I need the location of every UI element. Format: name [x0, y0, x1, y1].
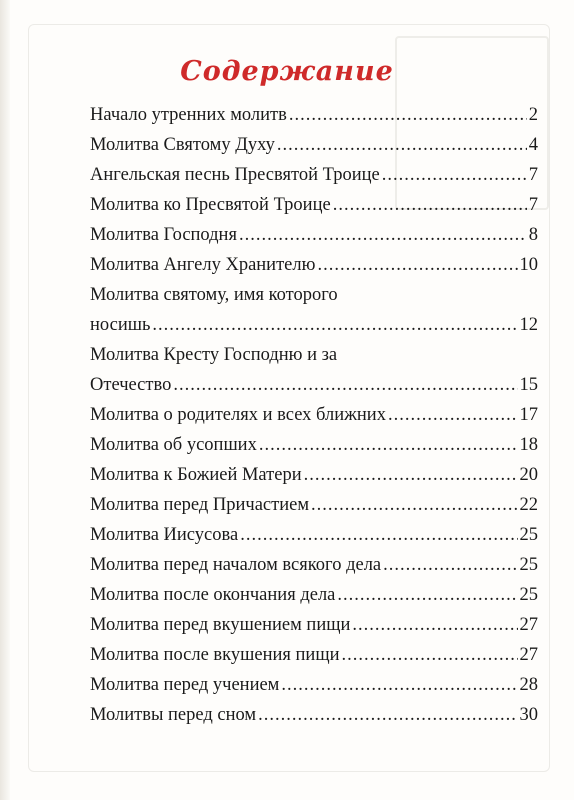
toc-entry	[90, 640, 538, 670]
toc-entry	[90, 430, 538, 460]
toc-dot-leader	[341, 640, 517, 670]
toc-entry-line	[90, 580, 538, 610]
toc-entry	[90, 100, 538, 130]
toc-entry-line	[90, 640, 538, 670]
toc-dot-leader	[239, 220, 527, 250]
toc-entry	[90, 550, 538, 580]
toc-entry	[90, 220, 538, 250]
toc-entry-title: Молитва перед вкушением пищи	[90, 615, 351, 635]
toc-entry	[90, 580, 538, 610]
page-binding-shadow	[0, 0, 10, 800]
toc-entry-title: Начало утренних молитв	[90, 105, 287, 125]
toc-page-number: 4	[528, 135, 538, 155]
toc-dot-leader	[337, 580, 517, 610]
toc-entry-title: Молитва перед Причастием	[90, 495, 310, 515]
toc-entry-line	[90, 460, 538, 490]
toc-dot-leader	[281, 670, 517, 700]
toc-entry-line	[90, 670, 538, 700]
toc-entry-line	[90, 610, 538, 640]
toc-dot-leader	[258, 700, 517, 730]
toc-page-number: 10	[519, 255, 538, 275]
toc-entry-title: Молитва ко Пресвятой Троице	[90, 195, 331, 215]
toc-entry	[90, 400, 538, 430]
page-title: Содержание	[180, 56, 394, 87]
toc-entry	[90, 190, 538, 220]
toc-entry-title: Молитва Иисусова	[90, 525, 239, 545]
toc-page-number: 15	[519, 375, 538, 395]
toc-dot-leader	[277, 130, 527, 160]
toc-entry	[90, 460, 538, 490]
toc-dot-leader	[152, 310, 517, 340]
toc-entry-title: Молитва Ангелу Хранителю	[90, 255, 316, 275]
toc-entry	[90, 490, 538, 520]
toc-page-number: 25	[519, 525, 538, 545]
toc-dot-leader	[317, 250, 517, 280]
toc-entry-title: Молитва к Божией Матери	[90, 465, 302, 485]
toc-entry	[90, 700, 538, 730]
toc-entry	[90, 610, 538, 640]
toc-entry	[90, 160, 538, 190]
toc-dot-leader	[382, 160, 527, 190]
toc-entry-title: Молитва перед началом всякого дела	[90, 555, 382, 575]
toc-dot-leader	[289, 100, 527, 130]
toc-entry	[90, 250, 538, 280]
toc-page-number: 2	[528, 105, 538, 125]
toc-page-number: 30	[519, 705, 538, 725]
toc-entry-title: Молитва перед учением	[90, 675, 280, 695]
toc-entry-line	[90, 340, 538, 370]
toc-page-number: 18	[519, 435, 538, 455]
toc-entry-title: Отечество	[90, 375, 172, 395]
toc-entry-line	[90, 520, 538, 550]
toc-page-number: 7	[528, 195, 538, 215]
toc-entry-line	[90, 400, 538, 430]
toc-dot-leader	[383, 550, 517, 580]
toc-dot-leader	[304, 460, 518, 490]
toc-dot-leader	[259, 430, 518, 460]
toc-entry-line	[90, 700, 538, 730]
toc-page-number: 17	[519, 405, 538, 425]
toc-page-number: 8	[528, 225, 538, 245]
toc-entry-title: Ангельская песнь Пресвятой Троице	[90, 165, 380, 185]
toc-page-number: 25	[519, 585, 538, 605]
toc-entry-line	[90, 310, 538, 340]
toc-entry-title: Молитва Господня	[90, 225, 237, 245]
toc-entry-line	[90, 190, 538, 220]
toc-entry-line	[90, 160, 538, 190]
toc-entry-line	[90, 280, 538, 310]
toc-entry-line	[90, 130, 538, 160]
toc-entry	[90, 340, 538, 400]
toc-entry-line	[90, 220, 538, 250]
toc-entry-title: Молитва после вкушения пищи	[90, 645, 340, 665]
toc-entry-title: Молитвы перед сном	[90, 705, 257, 725]
toc-entry-title: Молитва после окончания дела	[90, 585, 336, 605]
toc-entry-line	[90, 100, 538, 130]
toc-page-number: 12	[519, 315, 538, 335]
toc-page-number: 27	[519, 645, 538, 665]
toc-entry-title: Молитва о родителях и всех ближних	[90, 405, 386, 425]
toc-entry-line	[90, 490, 538, 520]
toc-entry-line	[90, 370, 538, 400]
toc-entry-line	[90, 430, 538, 460]
toc-page-number: 20	[519, 465, 538, 485]
toc-entry-title: Молитва Кресту Господню и за	[90, 345, 338, 365]
toc-dot-leader	[352, 610, 517, 640]
toc-entry-line	[90, 550, 538, 580]
toc-page-number: 28	[519, 675, 538, 695]
toc-dot-leader	[311, 490, 517, 520]
toc-dot-leader	[333, 190, 527, 220]
toc-entry	[90, 280, 538, 340]
toc-entry	[90, 670, 538, 700]
toc-entry-title: Молитва святому, имя которого	[90, 285, 338, 305]
toc-entry-title: Молитва об усопших	[90, 435, 257, 455]
toc-entry	[90, 520, 538, 550]
toc-page-number: 22	[519, 495, 538, 515]
toc-page-number: 27	[519, 615, 538, 635]
toc-entry-title: носишь	[90, 315, 151, 335]
toc-page-number: 25	[519, 555, 538, 575]
toc-dot-leader	[388, 400, 518, 430]
toc-dot-leader	[240, 520, 517, 550]
toc-entry-title: Молитва Святому Духу	[90, 135, 275, 155]
toc-page-number: 7	[528, 165, 538, 185]
toc-dot-leader	[173, 370, 517, 400]
toc-entry-line	[90, 250, 538, 280]
table-of-contents	[90, 100, 538, 730]
toc-entry	[90, 130, 538, 160]
